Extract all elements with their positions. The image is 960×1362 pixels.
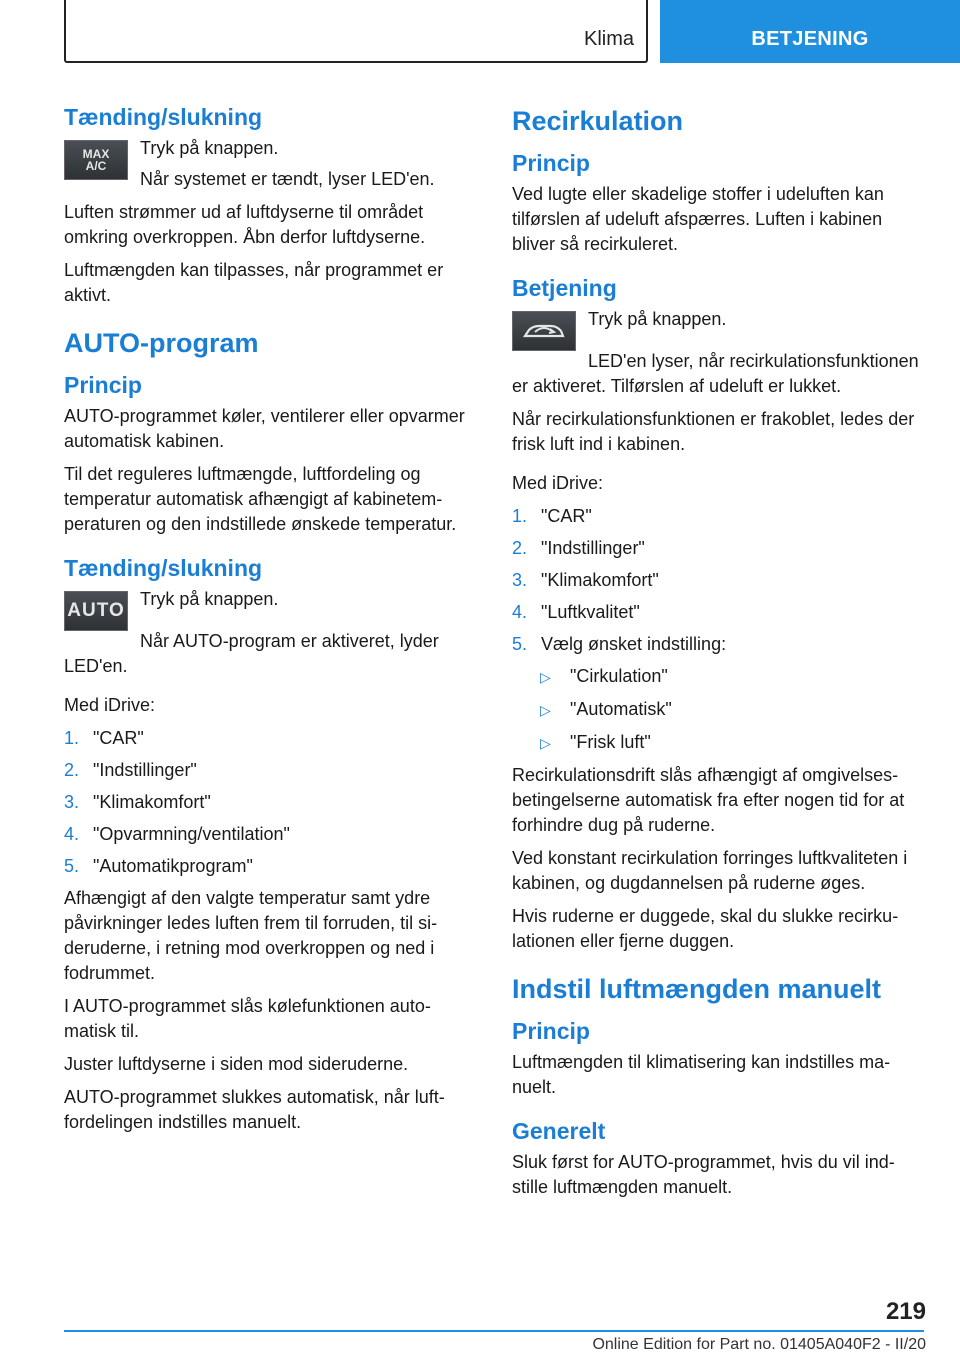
header-chapter-label: BETJENING [751, 28, 869, 50]
heading-taending-slukning-2: Tænding/slukning [64, 555, 263, 581]
instruction-step: Når systemet er tændt, lyser LED'en. [140, 169, 435, 189]
heading-princip: Princip [64, 372, 142, 398]
list-item [512, 600, 924, 625]
max-ac-line1: MAX [82, 147, 110, 161]
step-text: "CAR" [541, 506, 592, 526]
triangle-bullet-icon: ▷ [540, 702, 551, 718]
paragraph: Luftmængden kan tilpasses, når programmet er aktivt. [64, 260, 444, 305]
max-ac-line2: A/C [85, 159, 107, 173]
footer-divider [64, 1330, 924, 1332]
step-number: 3. [512, 570, 528, 590]
step-text: "Opvarmning/ventilation" [93, 824, 290, 844]
instruction-step: Tryk på knappen. [140, 589, 279, 609]
option-text: "Automatisk" [570, 699, 672, 719]
idrive-intro: Med iDrive: [64, 695, 156, 715]
step-number: 4. [512, 602, 528, 622]
step-text: "Automatikprogram" [93, 856, 253, 876]
triangle-bullet-icon: ▷ [540, 669, 551, 685]
heading-taending-slukning-1: Tænding/slukning [64, 104, 263, 130]
heading-auto-program: AUTO-program [64, 328, 259, 358]
step-text: "CAR" [93, 728, 144, 748]
header-section-tab [64, 0, 648, 63]
heading-princip: Princip [512, 1018, 590, 1044]
instruction-step: Tryk på knappen. [588, 309, 727, 329]
paragraph: Hvis ruderne er duggede, skal du slukke recirkulationen eller fjerne duggen. [512, 906, 899, 951]
step-number: 2. [64, 760, 80, 780]
list-item [540, 730, 924, 756]
paragraph: Afhængigt af den valgte temperatur samt ydre påvirkninger ledes luften frem til forruden, til sideruderne, i retning mod overkroppen og ned i fodrummet. [64, 888, 438, 983]
footer-edition: Online Edition for Part no. 01405A040F2 - II/20 [592, 1336, 926, 1353]
heading-generelt: Generelt [512, 1118, 606, 1144]
paragraph: Ved konstant recirkulation forringes luftkvaliteten i kabinen, og dugdannelsen på ruderne øges. [512, 848, 908, 893]
list-item [64, 822, 476, 847]
list-item [512, 632, 924, 657]
option-text: "Cirkulation" [570, 666, 668, 686]
right-column [512, 96, 924, 1208]
paragraph: Til det reguleres luftmængde, luftfordeling og temperatur automatisk afhængigt af kabinetemperaturen og den indstillede ønskede temperatur. [64, 464, 457, 534]
paragraph: I AUTO-programmet slås kølefunktionen automatisk til. [64, 996, 431, 1041]
auto-button-icon: AUTO [64, 591, 128, 631]
step-text: "Klimakomfort" [93, 792, 211, 812]
recirculation-car-icon [512, 311, 576, 351]
instruction-step: LED'en lyser, når recirkulationsfunktionen er aktiveret. Tilførslen af udeluft er lukket. [512, 351, 919, 396]
idrive-intro: Med iDrive: [512, 473, 604, 493]
list-item [64, 758, 476, 783]
list-item [512, 568, 924, 593]
step-number: 2. [512, 538, 528, 558]
step-text: "Indstillinger" [541, 538, 645, 558]
header-section-label: Klima [583, 28, 634, 50]
step-text: "Indstillinger" [93, 760, 197, 780]
paragraph: Luftmængden til klimatisering kan indstilles manuelt. [512, 1052, 891, 1097]
heading-princip: Princip [512, 150, 590, 176]
list-item [64, 790, 476, 815]
paragraph: AUTO-programmet slukkes automatisk, når luftfordelingen indstilles manuelt. [64, 1087, 445, 1132]
left-column [64, 96, 476, 1143]
paragraph: AUTO-programmet køler, ventilerer eller opvarmer automatisk kabinen. [64, 406, 465, 451]
heading-betjening: Betjening [512, 275, 617, 301]
recirculation-instruction [512, 307, 924, 351]
list-item [540, 697, 924, 723]
step-text: "Klimakomfort" [541, 570, 659, 590]
step-number: 3. [64, 792, 80, 812]
paragraph: Luften strømmer ud af luftdyserne til området omkring overkroppen. Åbn derfor luftdyserne. [64, 202, 426, 247]
idrive-steps-list [64, 726, 476, 879]
list-item [512, 536, 924, 561]
list-item [512, 504, 924, 529]
step-number: 4. [64, 824, 80, 844]
header-chapter-tab [660, 0, 960, 63]
step-text: "Luftkvalitet" [541, 602, 640, 622]
auto-instruction [64, 587, 476, 631]
instruction-step: Når AUTO-program er aktiveret, lyder LED'en. [64, 631, 439, 676]
instruction-step: Tryk på knappen. [140, 138, 279, 158]
options-list [512, 664, 924, 756]
step-number: 5. [64, 856, 80, 876]
paragraph: Når recirkulationsfunktionen er frakoblet, ledes der frisk luft ind i kabinen. [512, 409, 915, 454]
idrive-steps-list [512, 504, 924, 657]
triangle-bullet-icon: ▷ [540, 735, 551, 751]
step-number: 5. [512, 634, 528, 654]
max-ac-button-icon [64, 140, 128, 180]
heading-indstil-luftmaengden: Indstil luftmængden manuelt [512, 974, 881, 1004]
step-text: Vælg ønsket indstilling: [541, 634, 727, 654]
page-number: 219 [885, 1298, 926, 1325]
list-item [540, 664, 924, 690]
list-item [64, 854, 476, 879]
paragraph: Recirkulationsdrift slås afhængigt af omgivelsesbetingelserne automatisk fra efter nogen tid for at forhindre dug på ruderne. [512, 765, 905, 835]
heading-recirkulation: Recirkulation [512, 106, 684, 136]
paragraph: Juster luftdyserne i siden mod sideruderne. [64, 1054, 409, 1074]
list-item [64, 726, 476, 751]
paragraph: Sluk først for AUTO-programmet, hvis du vil indstille luftmængden manuelt. [512, 1152, 895, 1197]
paragraph: Ved lugte eller skadelige stoffer i udeluften kan tilførslen af udeluft afspærres. Luften i kabinen bliver så recirkuleret. [512, 184, 884, 254]
step-number: 1. [64, 728, 80, 748]
max-ac-instruction [64, 136, 476, 198]
step-number: 1. [512, 506, 528, 526]
option-text: "Frisk luft" [570, 732, 651, 752]
